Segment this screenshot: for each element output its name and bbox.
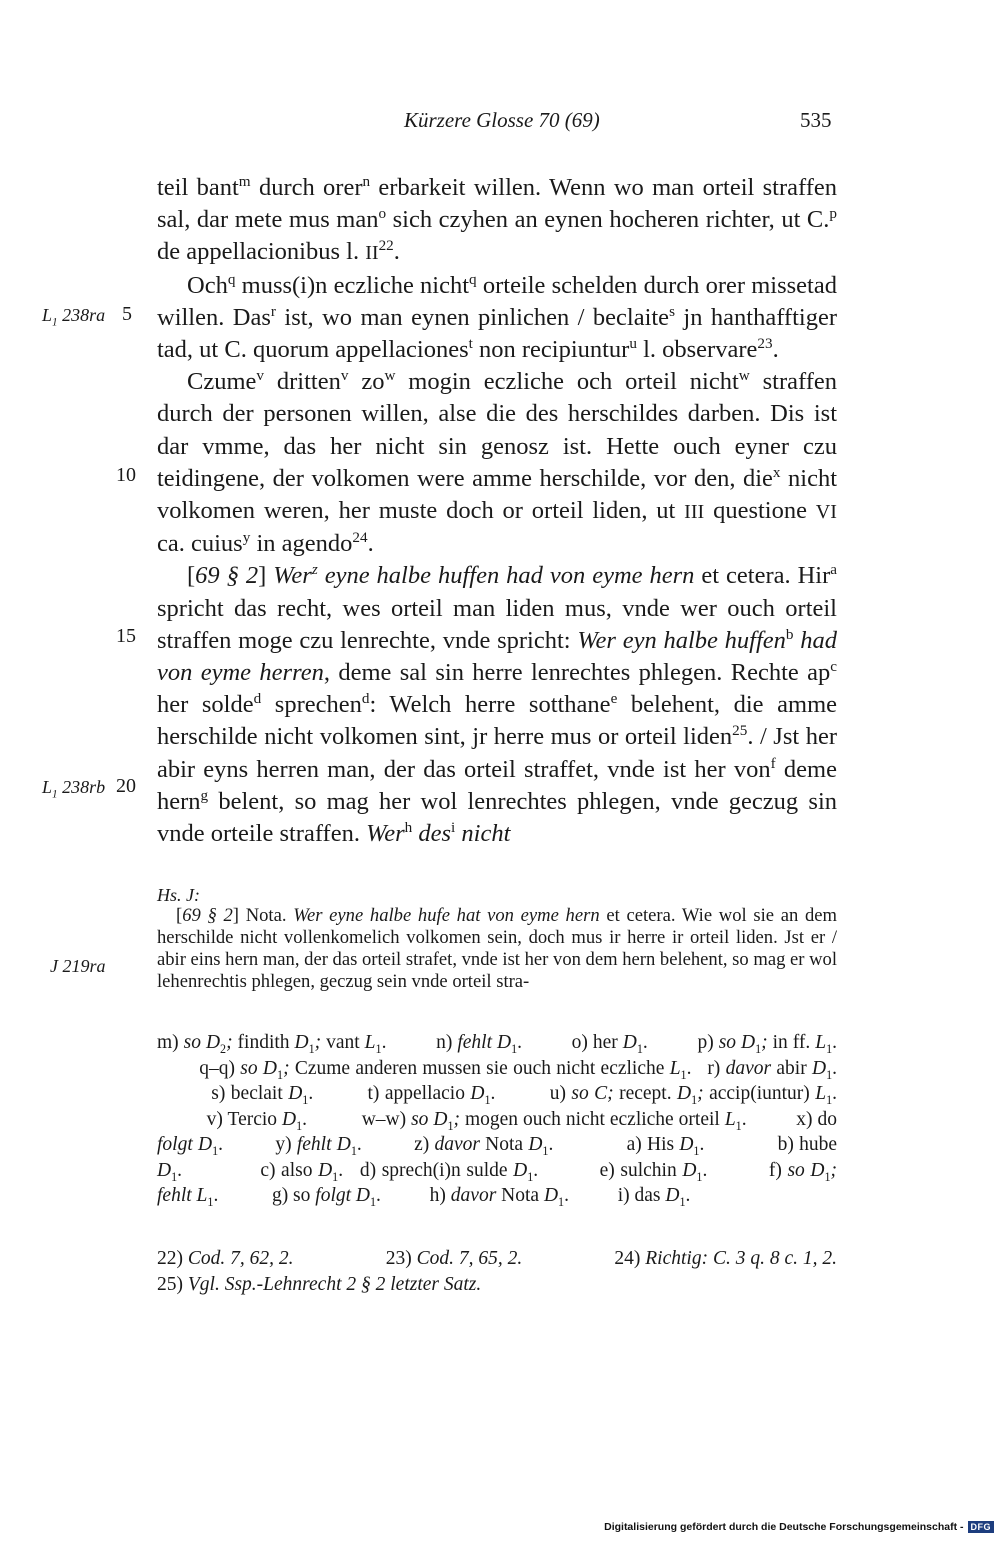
paragraph: Och$^q$ muss(i)n eczliche nicht$^q$ orteile schelden durch orer missetad willen. Das$^r$ ist, wo man eynen pinlichen / beclaite$^s$ jn hanthafftiger tad, ut C. quorum appellaciones$^t$ non recipiuntur$^u$ l. observare$^{23}$. <box>157 270 837 364</box>
paragraph: Czume$^v$ dritten$^v$ $zo^w$ mogin eczliche och orteil nicht$^w$ straffen durch der personen willen, alse die des herschildes darben. Dis ist dar vmme, das her nicht sin genosz ist. Hette ouch eyner czu teidingene, der volkomen were amme herschilde, vor den, die$^x$ nicht volkomen weren, her muste doch or orteil liden, ut III questione VI ca. cuius$^y$ in agendo$^{24}$. <box>157 367 838 558</box>
margin-mark-l1-238rb: $L_1$ 238rb <box>42 777 106 801</box>
line-number-5: 5 <box>122 303 132 325</box>
paragraph: [69 § 2] Nota. Wer eyne halbe hufe hat von eyme hern et cetera. Wie wol sie an dem herschilde nicht vollenkomelich volkomen sein, doch mus ir herre ir orteil liden. Jst er / abir eins hern man, der das orteil strafet, vnde ist her von dem hern belehent, so mag er wol lehenrechtis phlegen, geczug sein vnde orteil stra- <box>157 905 838 992</box>
manuscript-j-block <box>157 905 837 993</box>
footnote-25: 25) Vgl. Ssp.-Lehnrecht 2 § 2 letzter Satz. <box>157 1274 482 1295</box>
line-number-10: 10 <box>116 464 136 486</box>
critical-apparatus <box>157 1030 837 1209</box>
dfg-credit <box>604 1521 994 1533</box>
line-number-15: 15 <box>116 625 136 647</box>
margin-mark-l1-238ra: $L_1$ 238ra <box>42 305 106 329</box>
hs-label: Hs. J: <box>157 885 200 905</box>
running-header <box>0 108 1000 138</box>
footnote-22: 22) Cod. 7, 62, 2. <box>157 1248 294 1269</box>
dfg-credit-text: Digitalisierung gefördert durch die Deutsche Forschungsgemeinschaft - <box>604 1521 964 1533</box>
paragraph: teil bant$^m$ durch orer$^n$ erbarkeit willen. Wenn wo man orteil straffen sal, dar mete mus man$^o$ sich czyhen an eynen hocheren richter, ut C.$^p$ de appellacionibus l. II$^{22}$. <box>157 172 837 266</box>
paragraph: [69 § 2] Wer$^z$ eyne halbe huffen had von eyme hern et cetera. Hir$^a$ spricht das recht, wes orteil man liden mus, vnde wer ouch orteil straffen moge czu lenrechte, vnde spricht: Wer eyn halbe huffen$^b$ had von eyme herren, deme sal sin herre lenrechtes phlegen. Rechte $ap^c$ her solde$^d$ sprechen$^d$: Welch herre sotthane$^e$ belehent, die amme herschilde nicht volkomen sint, jr herre mus or orteil liden$^{25}$. / Jst her abir eyns herren man, der das orteil straffet, vnde ist her von$^f$ deme hern$^g$ belent, so mag her wol lenrechtes phlegen, vnde geczug sin vnde orteile straffen. Wer$^h$ des$^i$ nicht <box>157 561 838 848</box>
running-title: Kürzere Glosse 70 (69) <box>404 108 600 132</box>
footnote-23: 23) Cod. 7, 65, 2. <box>385 1248 523 1269</box>
margin-mark-j-219ra: J 219ra <box>50 956 106 976</box>
source-footnotes <box>157 1246 837 1298</box>
dfg-logo: DFG <box>968 1521 995 1533</box>
footnote-row <box>157 1246 837 1272</box>
page-number: 535 <box>800 108 832 132</box>
main-text <box>157 172 837 850</box>
line-number-20: 20 <box>116 775 136 797</box>
apparatus-text: m) so $D_2$; findith $D_1$; vant $L_1$. n) fehlt $D_1$. o) her $D_1$. p) so $D_1$; in ff. $L_1$. q–q) so $D_1$; Czume anderen mussen sie ouch nicht eczliche $L_1$. r) davor abir $D_1$. s) beclait $D_1$. t) appellacio $D_1$. u) so C; recept. $D_1$; accip(iuntur) $L_1$. v) Tercio $D_1$. w–w) so $D_1$; mogen ouch nicht eczliche orteil $L_1$. x) do folgt $D_1$. y) fehlt $D_1$. z) davor Nota $D_1$. a) His $D_1$. b) hube $D_1$. c) also $D_1$. d) sprech(i)n sulde $D_1$. e) sulchin $D_1$. f) so $D_1$; fehlt $L_1$. g) so folgt $D_1$. h) davor Nota $D_1$. i) das $D_1$. <box>157 1032 838 1209</box>
footnote-24: 24) Richtig: C. 3 q. 8 c. 1, 2. <box>614 1248 837 1269</box>
